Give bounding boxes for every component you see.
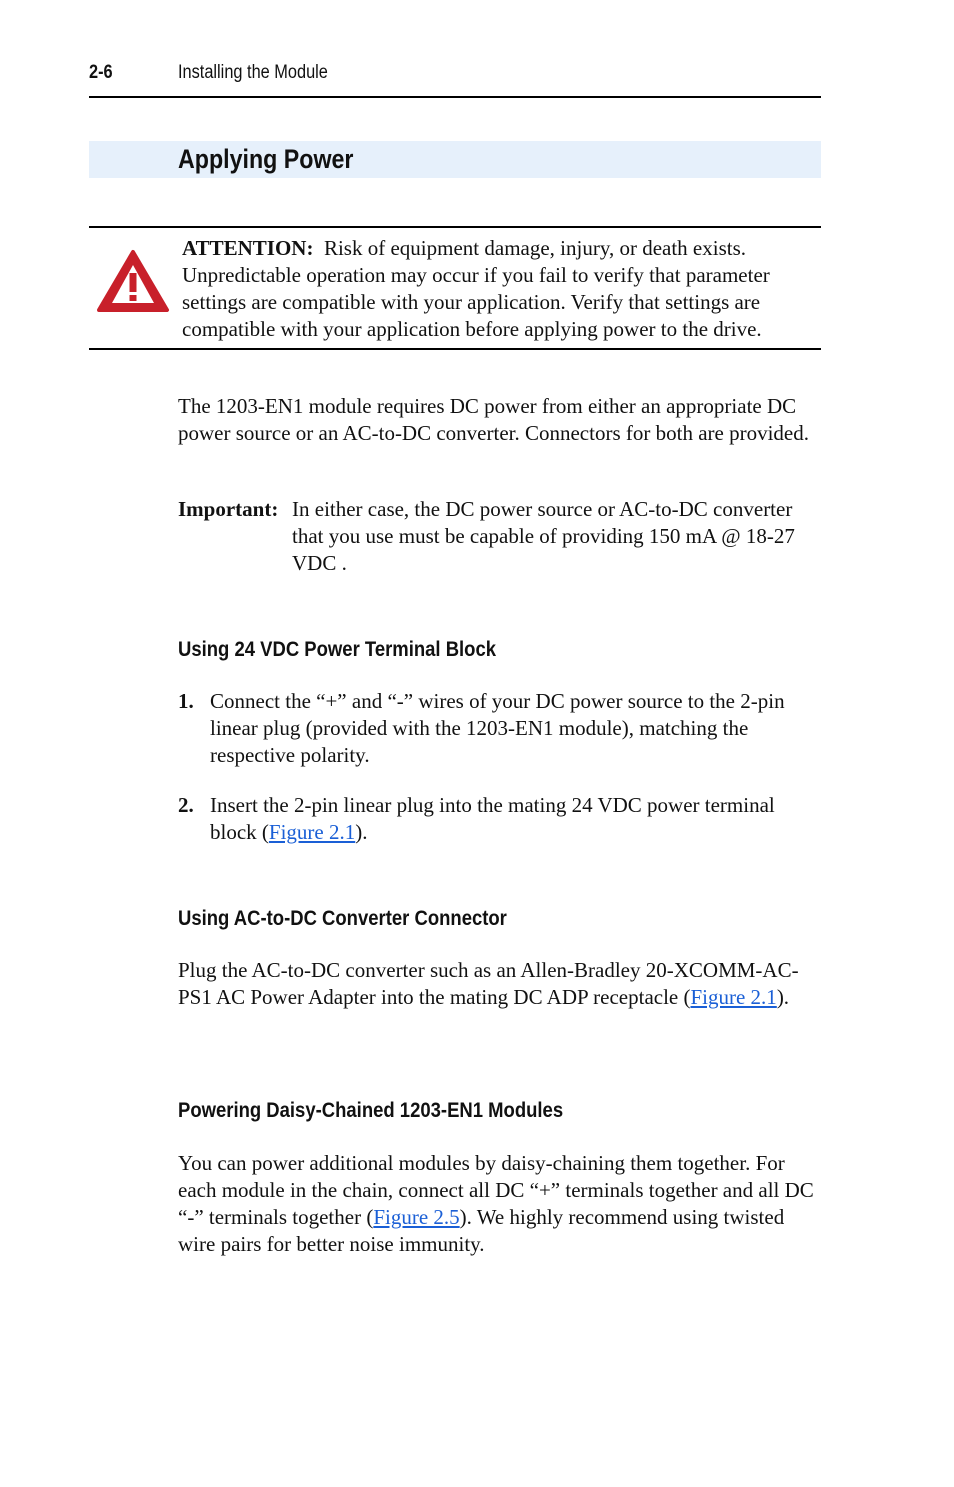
terminal-block-heading: Using 24 VDC Power Terminal Block	[178, 638, 497, 661]
section-title: Applying Power	[178, 144, 354, 174]
important-text: In either case, the DC power source or AC-to-DC converter that you use must be capable of providing 150 mA @ 18-27 VDC .	[292, 497, 795, 575]
converter-text-before: Plug the AC-to-DC converter such as an Allen-Bradley 20-XCOMM-AC-PS1 AC Power Adapter into the mating DC ADP receptacle (	[178, 958, 799, 1009]
attention-label: ATTENTION:	[182, 236, 314, 260]
daisy-chain-text-after: ). We highly recommend using twisted wire pairs for better noise immunity.	[178, 1205, 785, 1256]
attention-message	[182, 235, 822, 343]
attention-top-rule	[89, 226, 821, 228]
converter-paragraph	[178, 957, 818, 1011]
converter-heading: Using AC-to-DC Converter Connector	[178, 907, 507, 930]
daisy-chain-paragraph	[178, 1150, 823, 1258]
page-number: 2-6	[89, 62, 113, 83]
step-2-text	[210, 792, 822, 846]
attention-bottom-rule	[89, 348, 821, 350]
converter-text-after: ).	[776, 985, 790, 1009]
attention-text: Risk of equipment damage, injury, or death exists. Unpredictable operation may occur if you fail to verify that parameter settings are compatible with your application. Verify that settings are compatible with your application before applying power to the drive.	[182, 236, 770, 341]
step-1-text: Connect the “+” and “-” wires of your DC power source to the 2-pin linear plug (provided with the 1203-EN1 module), matching the respective polarity.	[210, 689, 785, 767]
header-divider	[89, 96, 821, 98]
figure-2-1-link[interactable]: Figure 2.1	[268, 820, 356, 844]
figure-2-1-link[interactable]: Figure 2.1	[690, 985, 777, 1009]
step-1-number: 1.	[178, 689, 194, 713]
figure-2-5-link[interactable]: Figure 2.5	[373, 1205, 460, 1229]
step-2-text-before: Insert the 2-pin linear plug into the mating 24 VDC power terminal block (	[210, 793, 775, 844]
step-2-number: 2.	[178, 793, 194, 817]
daisy-chain-text-before: You can power additional modules by daisy-chaining them together. For each module in the chain, connect all DC “+” terminals together and all DC “-” terminals together (	[178, 1151, 814, 1229]
intro-paragraph: The 1203-EN1 module requires DC power from either an appropriate DC power source or an AC-to-DC converter. Connectors for both are provided.	[178, 394, 809, 445]
daisy-chain-heading: Powering Daisy-Chained 1203-EN1 Modules	[178, 1099, 564, 1122]
chapter-title: Installing the Module	[178, 62, 328, 83]
step-2-text-after: ).	[355, 820, 368, 844]
important-label: Important:	[178, 497, 279, 521]
warning-triangle-icon	[96, 248, 170, 314]
